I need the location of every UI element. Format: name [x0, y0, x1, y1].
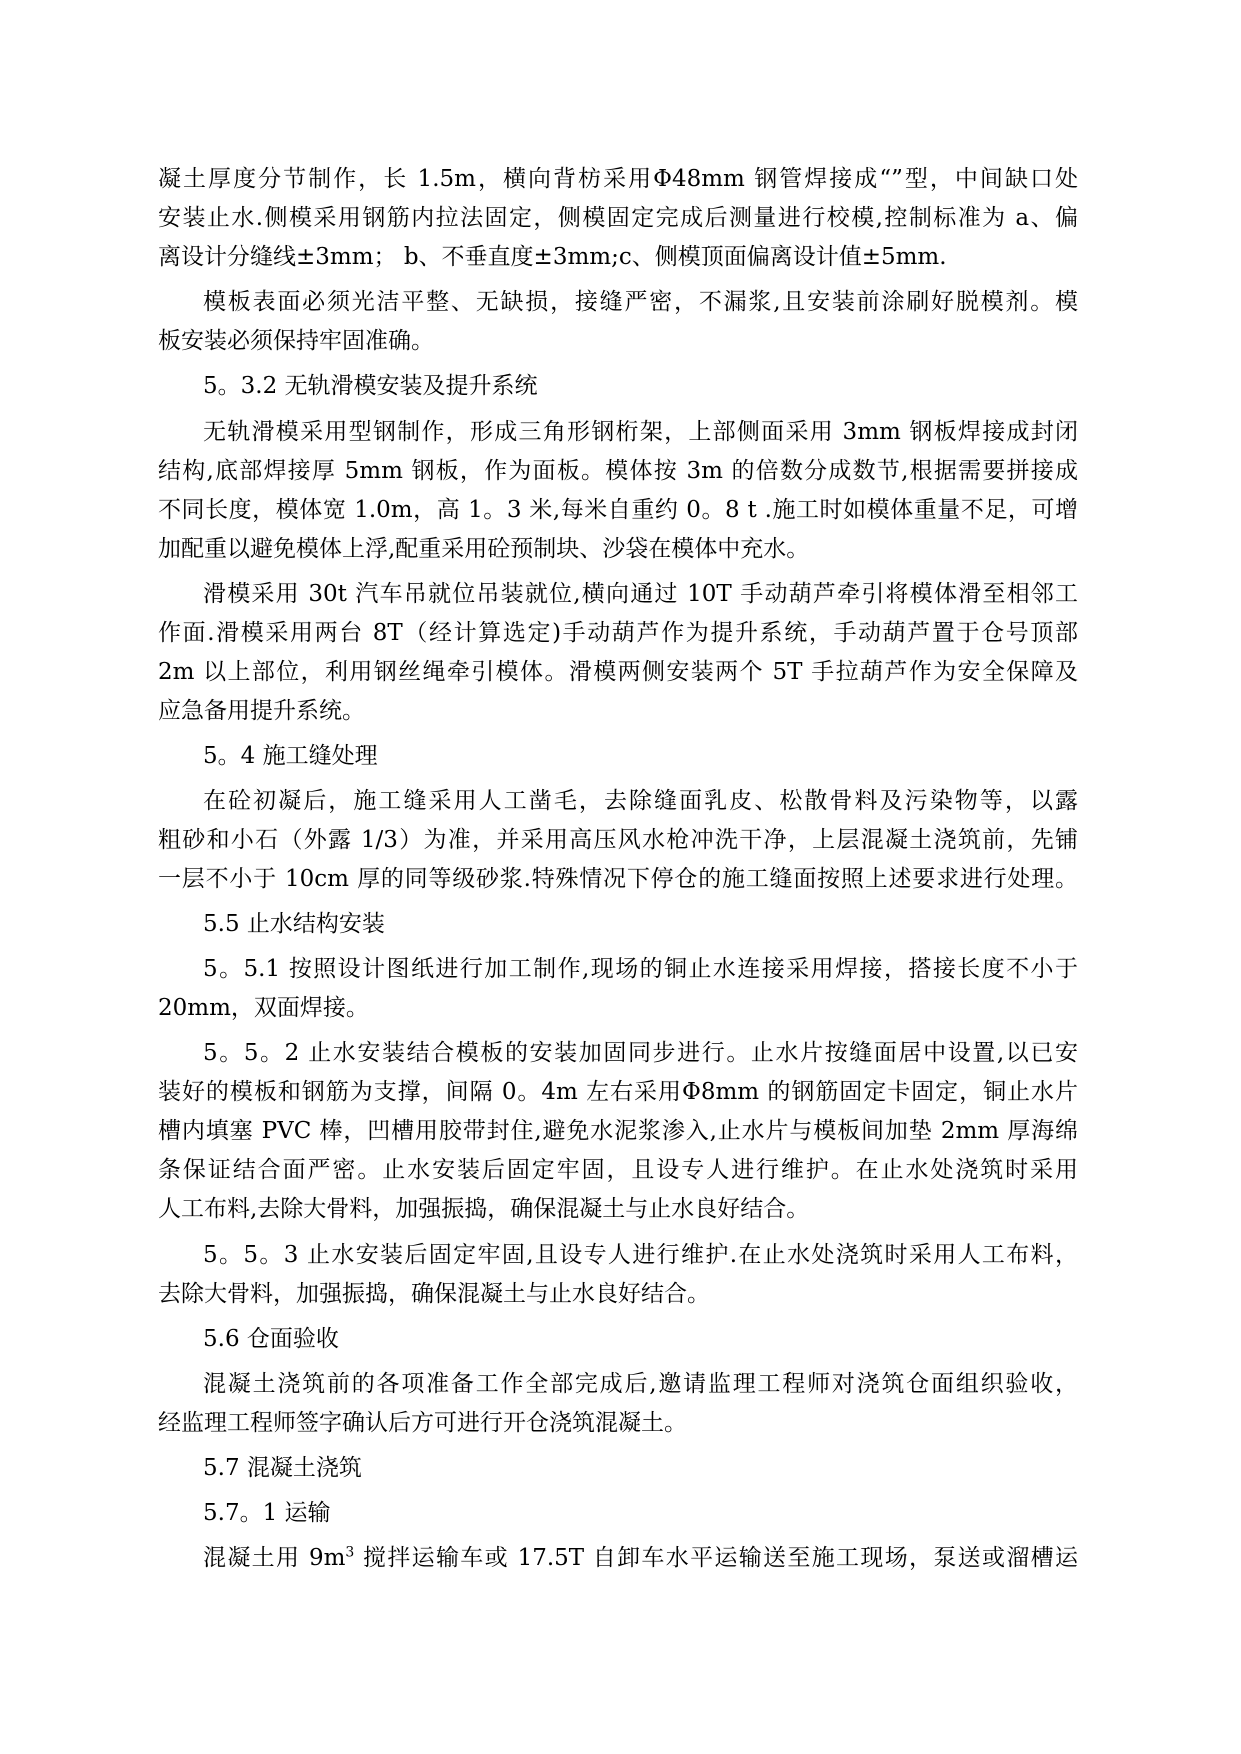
text-line: 凝土厚度分节制作，长 1.5m，横向背枋采用Φ48mm 钢管焊接成“”型，中间缺口处	[158, 166, 1078, 192]
text-line: 安装止水.侧模采用钢筋内拉法固定，侧模固定完成后测量进行校模,控制标准为 a、偏	[158, 205, 1078, 231]
text-line: 去除大骨料，加强振捣，确保混凝土与止水良好结合。	[158, 1281, 710, 1307]
text-line: 装好的模板和钢筋为支撑，间隔 0。4m 左右采用Φ8mm 的钢筋固定卡固定，铜止水片	[158, 1079, 1078, 1105]
text-line: 模板表面必须光洁平整、无缺损，接缝严密，不漏浆,且安装前涂刷好脱模剂。模	[203, 289, 1078, 315]
superscript: 3	[345, 1544, 355, 1561]
text-line: 滑模采用 30t 汽车吊就位吊装就位,横向通过 10T 手动葫芦牵引将模体滑至相邻工	[203, 581, 1078, 607]
text-line: 经监理工程师签字确认后方可进行开仓浇筑混凝土。	[158, 1410, 687, 1436]
text-segment: 混凝土用 9m	[203, 1545, 346, 1571]
text-line: 不同长度，模体宽 1.0m，高 1。3 米,每米自重约 0。8 t .施工时如模体重量不足，可增	[158, 497, 1078, 523]
text-line: 应急备用提升系统。	[158, 698, 365, 724]
text-line: 在砼初凝后，施工缝采用人工凿毛，去除缝面乳皮、松散骨料及污染物等，以露	[203, 788, 1078, 814]
section-heading: 5.5 止水结构安装	[203, 911, 385, 937]
text-line: 人工布料,去除大骨料，加强振捣，确保混凝土与止水良好结合。	[158, 1196, 810, 1222]
text-line: 一层不小于 10cm 厚的同等级砂浆.特殊情况下停仓的施工缝面按照上述要求进行处理。	[158, 866, 1078, 892]
text-line: 混凝土浇筑前的各项准备工作全部完成后,邀请监理工程师对浇筑仓面组织验收，	[203, 1371, 1078, 1397]
text-line: 条保证结合面严密。止水安装后固定牢固，且设专人进行维护。在止水处浇筑时采用	[158, 1157, 1078, 1183]
text-line: 槽内填塞 PVC 棒，凹槽用胶带封住,避免水泥浆渗入,止水片与模板间加垫 2mm 厚海绵	[158, 1118, 1078, 1144]
text-line: 作面.滑模采用两台 8T（经计算选定)手动葫芦作为提升系统，手动葫芦置于仓号顶部	[158, 620, 1078, 646]
text-segment: 搅拌运输车或 17.5T 自卸车水平运输送至施工现场，泵送或溜槽运	[354, 1545, 1078, 1571]
subsection-heading: 5.7。1 运输	[203, 1500, 331, 1526]
text-line: 粗砂和小石（外露 1/3）为准，并采用高压风水枪冲洗干净，上层混凝土浇筑前，先铺	[158, 827, 1078, 853]
text-line: 5。5。3 止水安装后固定牢固,且设专人进行维护.在止水处浇筑时采用人工布料，	[203, 1242, 1078, 1268]
text-line: 2m 以上部位，利用钢丝绳牵引模体。滑模两侧安装两个 5T 手拉葫芦作为安全保障及	[158, 659, 1078, 685]
text-line: 5。5。2 止水安装结合模板的安装加固同步进行。止水片按缝面居中设置,以已安	[203, 1040, 1078, 1066]
text-line: 5。5.1 按照设计图纸进行加工制作,现场的铜止水连接采用焊接，搭接长度不小于	[203, 956, 1078, 982]
section-heading: 5.7 混凝土浇筑	[203, 1455, 362, 1481]
text-line: 结构,底部焊接厚 5mm 钢板，作为面板。模体按 3m 的倍数分成数节,根据需要拼接成	[158, 458, 1078, 484]
text-line: 板安装必须保持牢固准确。	[158, 328, 434, 354]
text-line: 离设计分缝线±3mm； b、不垂直度±3mm;c、侧模顶面偏离设计值±5mm.	[158, 244, 947, 270]
text-line: 加配重以避免模体上浮,配重采用砼预制块、沙袋在模体中充水。	[158, 536, 810, 562]
text-line: 无轨滑模采用型钢制作，形成三角形钢桁架，上部侧面采用 3mm 钢板焊接成封闭	[203, 419, 1078, 445]
section-heading: 5。3.2 无轨滑模安装及提升系统	[203, 373, 538, 399]
section-heading: 5。4 施工缝处理	[203, 743, 378, 769]
text-line: 20mm，双面焊接。	[158, 995, 369, 1021]
text-line-last	[203, 1538, 1078, 1578]
section-heading: 5.6 仓面验收	[203, 1326, 339, 1352]
